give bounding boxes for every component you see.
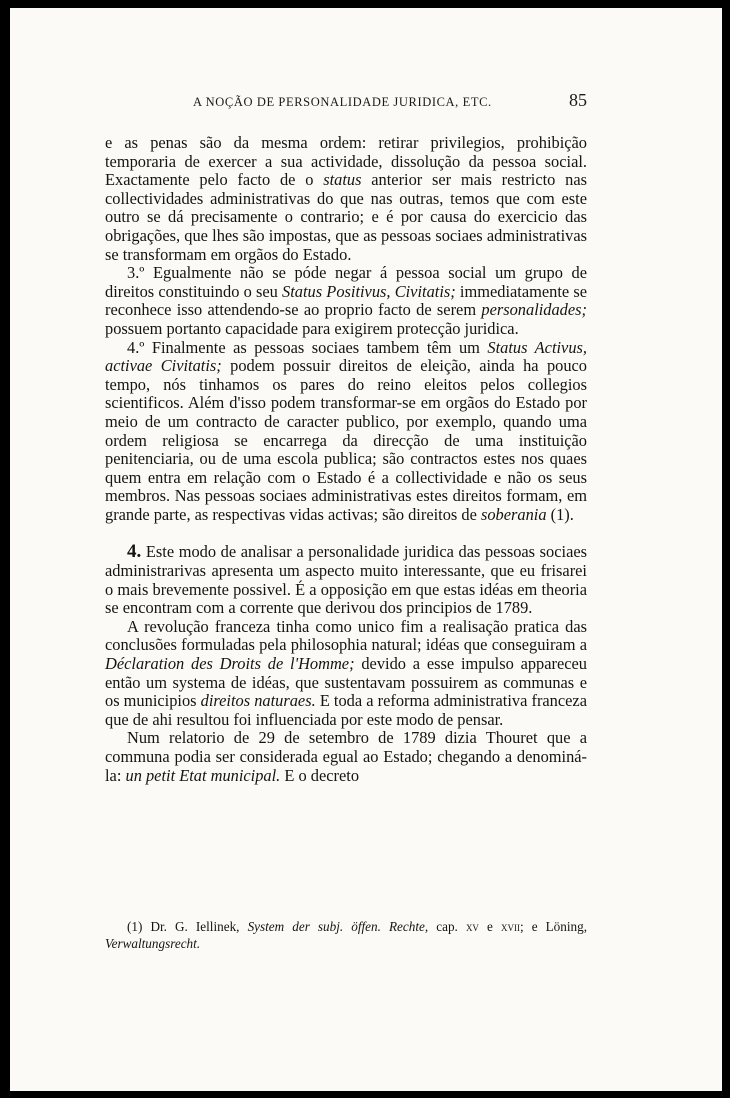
paragraph-5: A revolução franceza tinha como unico fim a realisação pratica das conclusões formuladas pela philosophia natural; idéas que conseguiram a Déclaration des Droits de l'Homme; devido a esse impulso appareceu então um systema de idéas, que sustentavam possuirem as communas e os municipios direitos naturaes. E toda a reforma administrativa franceza que de ahi resultou foi influenciada por este modo de pensar. [105,616,587,729]
body-text [105,134,587,785]
section-number: 4. [127,541,142,563]
running-title: A NOÇÃO DE PERSONALIDADE JURIDICA, ETC. [193,95,492,109]
page-number: 85 [569,90,587,110]
paragraph-2: 3.º Egualmente não se póde negar á pessoa social um grupo de direitos constituindo o seu Status Positivus, Civitatis; immediatamente se reconhece isso attendendo-se ao proprio facto de serem personalidades; possuem portanto capacidade para exigirem protecção juridica. [105,263,587,338]
paragraph-6: Num relatorio de 29 de setembro de 1789 dizia Thouret que a communa podia ser considerada egual ao Estado; chegando a denominá-la: un petit Etat municipal. E o decreto [105,728,587,785]
paragraph-3: 4.º Finalmente as pessoas sociaes tambem têm um Status Activus, activae Civitatis; podem possuir direitos de eleição, ainda ha pouco tempo, nós tinhamos os pares do reino eleitos pelos collegios scientificos. Além d'isso podem transformar-se em orgãos do Estado por meio de um contracto de caracter publico, por exemplo, quando uma ordem religiosa se encarrega da direcção de uma instituição penitenciaria, ou de uma escola publica; são contractos estes nos quaes quem entra em relação com o Estado é a collectividade e não os seus membros. Nas pessoas sociaes administrativas estes direitos formam, em grande parte, as respectivas vidas activas; são direitos de soberania (1). [105,337,588,524]
footnote-area [105,918,587,952]
book-page [10,8,722,1091]
footnote-1: (1) Dr. G. Iellinek, System der subj. öffen. Rechte, cap. xv e xvii; e Löning, Verwaltungsrecht. [105,919,588,951]
paragraph-1: e as penas são da mesma ordem: retirar privilegios, prohibição temporaria de exercer a sua actividade, dissolução da pessoa social. Exactamente pelo facto de o status anterior ser mais restricto nas collectividades administrativas do que nas outras, temos que com este outro se dá precisamente o contrario; e é por causa do exercicio das obrigações, que lhes são impostas, que as pessoas sociaes administrativas se transformam em orgãos do Estado. [105,133,587,264]
paragraph-section-4: 4. Este modo de analisar a personalidade juridica das pessoas sociaes administrarivas apresenta um aspecto muito interessante, que eu frisarei o mais brevemente possivel. É a opposição em que estas idéas em theoria se encontram com a corrente que derivou dos principios de 1789. [105,541,587,618]
page-header [105,90,587,114]
